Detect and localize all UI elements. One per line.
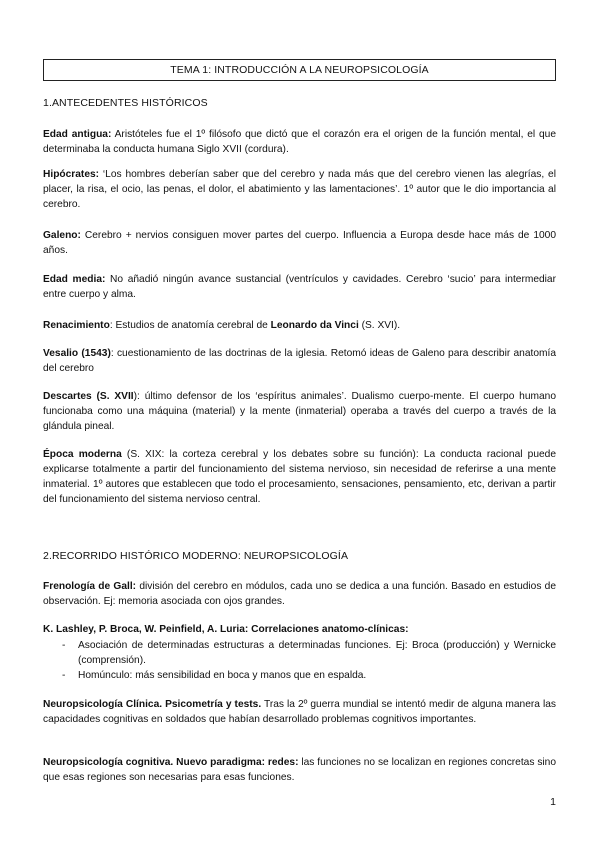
term-cognitiva: Neuropsicología cognitiva. Nuevo paradigma: redes: [43,757,299,768]
paragraph-edad-media [43,272,556,302]
text-cognitiva: las funciones no se localizan en regiones concretas sino que esas regiones son necesarias para esas funciones. [43,757,557,783]
list-item [43,638,556,668]
list-item-text: Homúnculo: más sensibilidad en boca y manos que en espalda. [78,670,367,681]
paragraph-hipocrates [43,167,556,212]
bullet-list-correlaciones [43,638,556,683]
document-title: TEMA 1: INTRODUCCIÓN A LA NEUROPSICOLOGÍA [43,59,556,81]
text-frenologia: división del cerebro en módulos, cada uno se dedica a una función. Basado en estudios de observación. Ej: memoria asociada con ojos grandes. [43,581,556,607]
dash-bullet: - [62,640,66,651]
text-renacimiento: : Estudios de anatomía cerebral de [109,320,271,331]
text-descartes: ): último defensor de los ‘espíritus animales’. Dualismo cuerpo-mente. El cuerpo humano funcionaba como una máquina (material) y la mente (inmaterial) operaba a través del cuerpo a través de la glándula pineal. [43,391,557,432]
section-heading-antecedentes: 1.ANTECEDENTES HISTÓRICOS [43,97,208,109]
page-number: 1 [550,796,556,808]
section-heading-recorrido: 2.RECORRIDO HISTÓRICO MODERNO: NEUROPSICOLOGÍA [43,550,349,562]
text-renacimiento-siglo: (S. XVI). [358,320,401,331]
text-clinica: Tras la 2º guerra mundial se intentó medir de alguna manera las capacidades cognitivas en soldados que habían desarrollado problemas cognitivos importantes. [43,699,556,725]
paragraph-renacimiento [43,318,556,333]
text-vesalio: : cuestionamiento de las doctrinas de la iglesia. Retomó ideas de Galeno para describir anatomía del cerebro [43,348,556,374]
paragraph-galeno [43,228,556,258]
list-item-text: Asociación de determinadas estructuras a determinadas funciones. Ej: Broca (producción) y Wernicke (comprensión). [78,640,556,666]
term-hipocrates: Hipócrates: [43,169,100,180]
paragraph-frenologia [43,579,556,609]
paragraph-edad-antigua [43,127,556,157]
term-edad-media: Edad media: [43,274,106,285]
text-hipocrates: ‘Los hombres deberían saber que del cerebro y nada más que del cerebro vienen las alegrías, el placer, la risa, el ocio, las penas, el dolor, el abatimiento y las lamentaciones’. 1º autor que le dio importancia al cerebro. [43,169,556,210]
dash-bullet: - [62,670,66,681]
term-vesalio: Vesalio (1543) [43,348,111,359]
paragraph-neuropsicologia-cognitiva [43,755,556,785]
paragraph-vesalio [43,346,556,376]
paragraph-neuropsicologia-clinica [43,697,556,727]
term-lashley: K. Lashley, P. Broca, W. Peinfield, A. Luria: Correlaciones anatomo-clínicas: [43,624,409,635]
term-leonardo: Leonardo da Vinci [270,320,359,331]
term-epoca-moderna: Época moderna [43,449,122,460]
term-clinica: Neuropsicología Clínica. Psicometría y tests. [43,699,262,710]
term-descartes: Descartes (S. XVII [43,391,134,402]
text-edad-media: No añadió ningún avance sustancial (ventrículos y cavidades. Cerebro ‘sucio’ para intermediar entre cuerpo y alma. [43,274,556,300]
term-galeno: Galeno: [43,230,81,241]
paragraph-epoca-moderna [43,447,556,507]
text-epoca-moderna: (S. XIX: la corteza cerebral y los debates sobre su función): La conducta racional puede explicarse totalmente a partir del funcionamiento del sistema nervioso, sin necesidad de referirse a una mente inmaterial. 1º autores que establecen que todo el procesamiento, sensaciones, pensamiento, etc, derivan a partir del funcionamiento del sistema nervioso central. [43,449,556,505]
list-item [43,668,556,683]
text-edad-antigua: Aristóteles fue el 1º filósofo que dictó que el corazón era el origen de la función mental, el que determinaba la conducta humana Siglo XVII (cordura). [43,129,556,155]
text-galeno: Cerebro + nervios consiguen mover partes del cuerpo. Influencia a Europa desde hace más de 1000 años. [43,230,556,256]
term-frenologia: Frenología de Gall: [43,581,137,592]
term-edad-antigua: Edad antigua: [43,129,112,140]
term-renacimiento: Renacimiento [43,320,110,331]
paragraph-lashley [43,622,556,637]
paragraph-descartes [43,389,556,434]
